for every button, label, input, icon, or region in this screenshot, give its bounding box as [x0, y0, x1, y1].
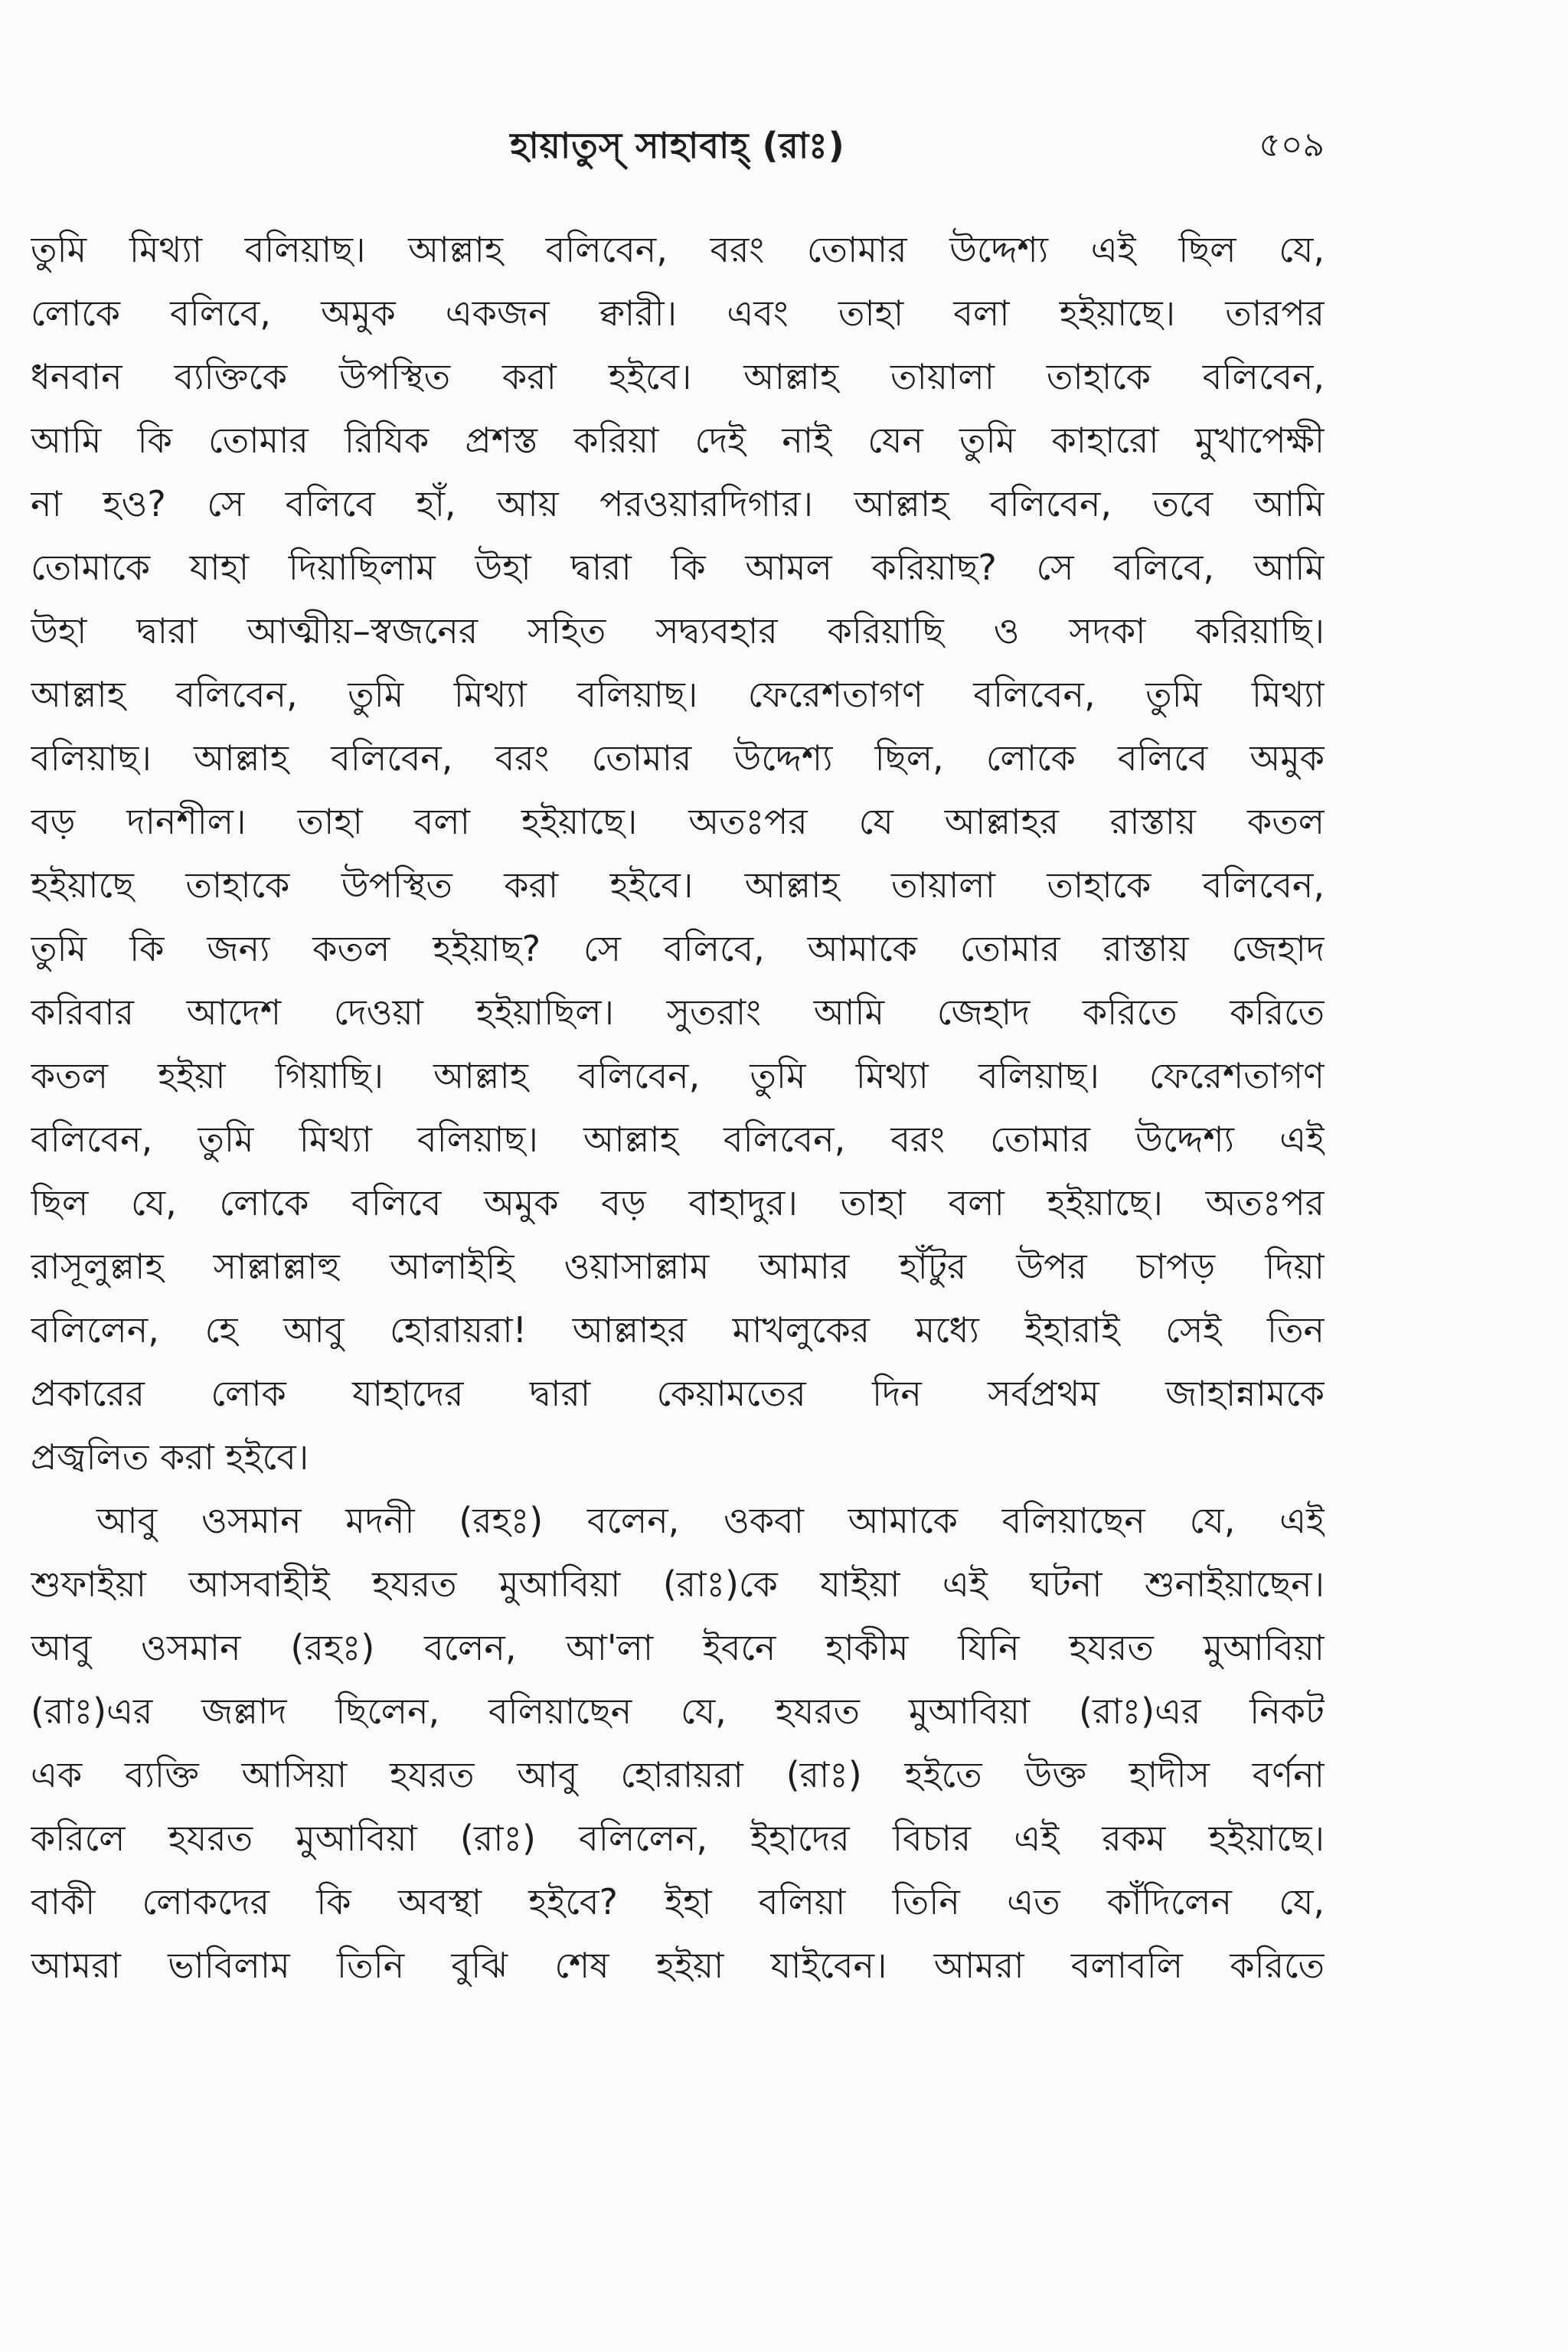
text-line: বলিবেন, তুমি মিথ্যা বলিয়াছ। আল্লাহ বলিবেন, বরং তোমার উদ্দেশ্য এই [31, 1119, 1325, 1160]
text-line: না হও? সে বলিবে হাঁ, আয় পরওয়ারদিগার। আল্লাহ বলিবেন, তবে আমি [31, 483, 1325, 524]
text-line: বাকী লোকদের কি অবস্থা হইবে? ইহা বলিয়া তিনি এত কাঁদিলেন যে, [31, 1881, 1325, 1922]
text-line: এক ব্যক্তি আসিয়া হযরত আবু হোরায়রা (রাঃ) হইতে উক্ত হাদীস বর্ণনা [31, 1754, 1325, 1795]
text-line: বলিলেন, হে আবু হোরায়রা! আল্লাহর মাখলুকের মধ্যে ইহারাই সেই তিন [31, 1309, 1325, 1351]
text-line: উহা দ্বারা আত্মীয়–স্বজনের সহিত সদ্ব্যবহার করিয়াছি ও সদকা করিয়াছি। [31, 610, 1325, 652]
text-line: করিলে হযরত মুআবিয়া (রাঃ) বলিলেন, ইহাদের বিচার এই রকম হইয়াছে। [31, 1818, 1325, 1859]
text-line: (রাঃ)এর জল্লাদ ছিলেন, বলিয়াছেন যে, হযরত মুআবিয়া (রাঃ)এর নিকট [31, 1690, 1325, 1732]
text-line: হইয়াছে তাহাকে উপস্থিত করা হইবে। আল্লাহ তায়ালা তাহাকে বলিবেন, [31, 864, 1325, 906]
body-text [31, 218, 1325, 1998]
text-line: তুমি কি জন্য কতল হইয়াছ? সে বলিবে, আমাকে তোমার রাস্তায় জেহাদ [31, 928, 1325, 969]
page-header [31, 115, 1325, 176]
text-line: কতল হইয়া গিয়াছি। আল্লাহ বলিবেন, তুমি মিথ্যা বলিয়াছ। ফেরেশতাগণ [31, 1055, 1325, 1096]
text-line: আবু ওসমান (রহঃ) বলেন, আ'লা ইবনে হাকীম যিনি হযরত মুআবিয়া [31, 1627, 1325, 1668]
text-line: করিবার আদেশ দেওয়া হইয়াছিল। সুতরাং আমি জেহাদ করিতে করিতে [31, 991, 1325, 1033]
paragraph-end-line: প্রজ্বলিত করা হইবে। [31, 1436, 309, 1478]
text-line: প্রকারের লোক যাহাদের দ্বারা কেয়ামতের দিন সর্বপ্রথম জাহান্নামকে [31, 1373, 1325, 1414]
text-line: শুফাইয়া আসবাহীই হযরত মুআবিয়া (রাঃ)কে যাইয়া এই ঘটনা শুনাইয়াছেন। [31, 1563, 1325, 1605]
text-line: বলিয়াছ। আল্লাহ বলিবেন, বরং তোমার উদ্দেশ্য ছিল, লোকে বলিবে অমুক [31, 737, 1325, 779]
text-line: তুমি মিথ্যা বলিয়াছ। আল্লাহ বলিবেন, বরং তোমার উদ্দেশ্য এই ছিল যে, [31, 229, 1325, 270]
text-line: তোমাকে যাহা দিয়াছিলাম উহা দ্বারা কি আমল করিয়াছ? সে বলিবে, আমি [31, 547, 1325, 588]
text-line: ছিল যে, লোকে বলিবে অমুক বড় বাহাদুর। তাহা বলা হইয়াছে। অতঃপর [31, 1182, 1325, 1223]
running-title: হায়াতুস্ সাহাবাহ্ (রাঃ) [510, 125, 845, 166]
text-line: আমি কি তোমার রিযিক প্রশস্ত করিয়া দেই নাই যেন তুমি কাহারো মুখাপেক্ষী [31, 420, 1325, 461]
paragraph-start-line: আবু ওসমান মদনী (রহঃ) বলেন, ওকবা আমাকে বলিয়াছেন যে, এই [96, 1500, 1325, 1541]
page-number: ৫০৯ [1259, 126, 1325, 165]
text-line: আল্লাহ বলিবেন, তুমি মিথ্যা বলিয়াছ। ফেরেশতাগণ বলিবেন, তুমি মিথ্যা [31, 674, 1325, 715]
text-line: লোকে বলিবে, অমুক একজন ক্বারী। এবং তাহা বলা হইয়াছে। তারপর [31, 292, 1325, 334]
text-line: বড় দানশীল। তাহা বলা হইয়াছে। অতঃপর যে আল্লাহর রাস্তায় কতল [31, 801, 1325, 842]
text-line: রাসূলুল্লাহ সাল্লাল্লাহু আলাইহি ওয়াসাল্লাম আমার হাঁটুর উপর চাপড় দিয়া [31, 1246, 1325, 1287]
text-line: ধনবান ব্যক্তিকে উপস্থিত করা হইবে। আল্লাহ তায়ালা তাহাকে বলিবেন, [31, 356, 1325, 397]
text-line: আমরা ভাবিলাম তিনি বুঝি শেষ হইয়া যাইবেন। আমরা বলাবলি করিতে [31, 1945, 1325, 1986]
